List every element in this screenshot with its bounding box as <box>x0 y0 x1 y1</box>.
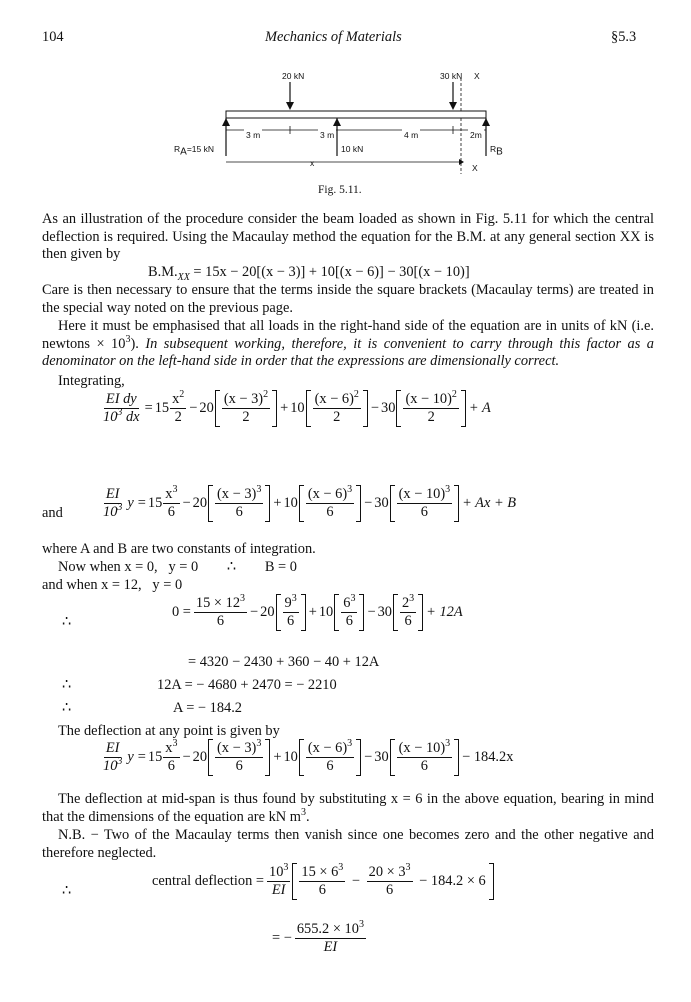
span-label-1: 3 m <box>244 127 262 145</box>
equation-result: = − $\frac{655.2 \times 10^3}{EI}$ <box>272 919 364 955</box>
running-title: Mechanics of Materials <box>265 29 402 45</box>
paragraph-units: Here it must be emphasised that all loads in the right-hand side of the equation are in units of kN (i.e. newtons × $10^3$). In subsequent working, therefore, it is convenient to carry through this factor as a denominator on the left-hand side in order that the expressions are dimensionally correct. <box>42 318 654 369</box>
paragraph-deflection: The deflection at any point is given by <box>58 723 280 739</box>
equation-deflection-general: $\frac{EI}{10^3}$ y = 15 $\frac{x^3}{6}$ − 20 $\frac{(x - 3)^3}{6}$ + 10 $\frac{(x - 6)^3}{6}$ − 30 $\frac{(x - 10)^3}{6}$ + Ax + B <box>103 484 517 520</box>
equation-a-value: A = − 184.2 <box>173 700 243 716</box>
equation-slope: $\frac{\text{EI dy}}{10^3 dx}$ = 15 $\frac{x^2}{2}$ − 20 $\frac{(x - 3)^2}{2}$ + 10 $\frac{(x - 6)^2}{2}$ − 30 $\frac{(x - 10)^2}{2}$ + A <box>103 389 491 425</box>
paragraph-midspan: The deflection at mid-span is thus found by substituting x = 6 in the above equation, bearing in mind that the dimensions of the equation are kN $m^3$. <box>42 791 654 825</box>
reaction-b-label: $R_B$ <box>490 144 503 158</box>
therefore-sign-1: ∴ <box>62 614 72 630</box>
condition-2: and when x = 12, y = 0 <box>42 577 183 593</box>
section-label-bottom: X <box>472 163 478 173</box>
paragraph-care: Care is then necessary to ensure that the terms inside the square brackets (Macaulay terms) are treated in the special way noted on the previous page. <box>42 282 654 316</box>
load-label-30kn: 30 kN <box>440 71 463 81</box>
and-label: and <box>42 505 63 521</box>
therefore-sign-4: ∴ <box>62 883 72 899</box>
equation-sum: = 4320 − 2430 + 360 − 40 + 12A <box>188 654 380 670</box>
equation-deflection-final: $\frac{EI}{10^3}$ y = 15 $\frac{x^3}{6}$ − 20 $\frac{(x - 3)^3}{6}$ + 10 $\frac{(x - 6)^3}{6}$ − 30 $\frac{(x - 10)^3}{6}$ − 184.2x <box>103 738 514 774</box>
section-label-top: X <box>474 71 480 81</box>
paragraph-constants: where A and B are two constants of integration. <box>42 541 316 557</box>
span-label-4: 2m <box>468 127 484 145</box>
paragraph-note: N.B. − Two of the Macaulay terms then vanish since one becomes zero and the other negative and therefore neglected. <box>42 827 654 861</box>
condition-1: Now when x = 0, y = 0 ∴ B = 0 <box>58 559 297 575</box>
span-label-2: 3 m <box>318 127 336 145</box>
equation-bm: $B.M._{XX} = 15x - 20[(x - 3)] + 10[(x - 6)] - 30[(x - 10)]$ <box>148 264 470 283</box>
load-label-20kn: 20 kN <box>282 71 305 81</box>
equation-boundary: 0 = $\frac{15 \times 12^3}{6}$ − 20 $\frac{9^3}{6}$ + 10 $\frac{6^3}{6}$ − 30 $\frac{2^3}{6}$ + 12A <box>172 593 463 629</box>
reaction-a-label: $R_A=15$ kN <box>174 144 214 158</box>
equation-central-deflection: central deflection = $\frac{10^3}{EI}$ $\frac{15 \times 6^3}{6}$ − $\frac{20 \times 3^3}{6}$ − 184.2 × 6 <box>150 865 495 898</box>
paragraph-intro: As an illustration of the procedure consider the beam loaded as shown in Fig. 5.11 for which the central deflection is required. Using the Macaulay method the equation for the B.M. at any general section XX is then given by <box>42 211 654 262</box>
therefore-sign-3: ∴ <box>62 700 72 716</box>
figure-caption: Fig. 5.11. <box>318 184 362 196</box>
dim-x-label: x <box>310 158 315 168</box>
therefore-sign-2: ∴ <box>62 677 72 693</box>
equation-12a: 12A = − 4680 + 2470 = − 2210 <box>157 677 337 693</box>
page-number: 104 <box>42 29 64 45</box>
beam-figure <box>160 64 550 184</box>
section-number: §5.3 <box>611 29 637 45</box>
span-label-3: 4 m <box>402 127 420 145</box>
integrating-label: Integrating, <box>58 373 125 389</box>
mid-load-label: 10 kN <box>341 144 364 154</box>
